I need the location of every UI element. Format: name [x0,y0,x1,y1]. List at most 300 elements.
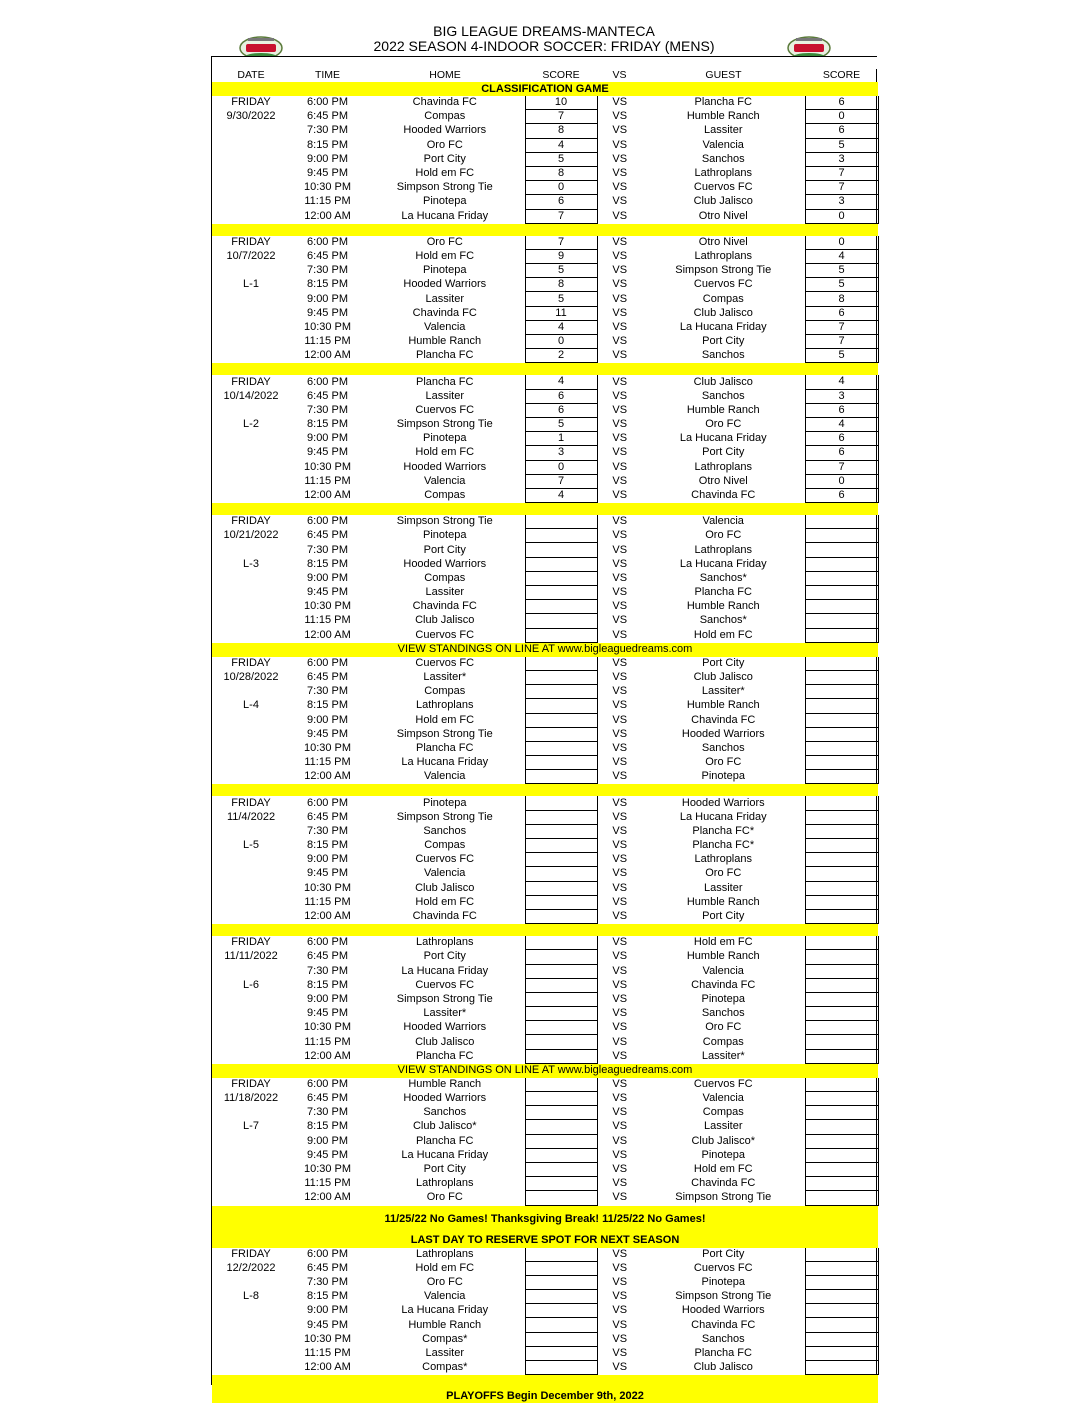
game-time: 6:45 PM [307,529,348,542]
home-score: 5 [525,152,597,166]
home-team: Cuervos FC [415,657,475,670]
guest-score [805,529,878,543]
date-cell [212,909,290,923]
game-time: 12:00 AM [304,770,351,783]
guest-team: Lathroplans [694,853,752,866]
game-time: 9:45 PM [307,167,348,180]
col-home-score: SCORE [542,69,580,81]
date-cell [212,320,290,334]
vs-label: VS [612,936,628,949]
col-date: DATE [237,69,265,81]
game-row [212,978,878,992]
game-row [212,403,878,417]
date-cell [212,1361,290,1375]
vs-label: VS [612,292,628,305]
guest-score: 6 [805,488,878,502]
game-time: 11:15 PM [304,756,351,769]
guest-score: 7 [805,166,878,180]
classification-band [212,82,878,96]
week-label: L-5 [243,839,259,852]
vs-label: VS [612,770,628,783]
home-team: Port City [423,950,466,963]
game-time: 8:15 PM [307,839,348,852]
game-row [212,124,878,138]
home-team: Hold em FC [415,1261,475,1274]
game-time: 6:45 PM [307,810,348,823]
home-team: Compas [424,110,466,123]
home-team: Chavinda FC [412,306,477,319]
guest-score [805,1332,878,1346]
guest-team: Sanchos* [699,571,747,584]
game-time: 9:00 PM [307,1134,348,1147]
guest-team: Plancha FC* [692,824,755,837]
vs-label: VS [612,881,628,894]
guest-team: Sanchos [701,152,745,165]
guest-team: Humble Ranch [686,950,760,963]
date-cell [212,446,290,460]
home-score [525,1106,597,1120]
game-row [212,839,878,853]
guest-team: Lathroplans [694,249,752,262]
game-time: 10:30 PM [303,600,352,613]
guest-score: 7 [805,181,878,195]
guest-team: Oro FC [705,867,742,880]
guest-score [805,1035,878,1049]
guest-score [805,543,878,557]
thanksgiving-band-text: 11/25/22 No Games! Thanksgiving Break! 11/25/22 No Games! [212,1205,878,1234]
date-cell [212,460,290,474]
home-score: 7 [525,209,597,223]
date-cell [212,571,290,585]
game-time: 7:30 PM [307,403,348,416]
home-score: 7 [525,110,597,124]
game-row [212,209,878,223]
home-team: Valencia [424,474,466,487]
game-time: 11:15 PM [304,195,351,208]
date-cell [212,335,290,349]
game-row [212,1261,878,1275]
date-cell [212,181,290,195]
guest-team: Sanchos [701,389,745,402]
game-row [212,181,878,195]
guest-score: 5 [805,278,878,292]
home-score: 6 [525,195,597,209]
home-score: 3 [525,446,597,460]
home-score [525,895,597,909]
home-score [525,1035,597,1049]
standings-band [212,1063,878,1078]
date-cell [212,1007,290,1021]
date-cell [212,1304,290,1318]
game-row [212,557,878,571]
guest-team: La Hucana Friday [679,810,767,823]
date-cell [212,1106,290,1120]
guest-score [805,1092,878,1106]
game-row [212,1346,878,1360]
guest-score: 7 [805,335,878,349]
game-time: 10:30 PM [303,320,352,333]
home-score [525,978,597,992]
home-score [525,543,597,557]
game-time: 9:00 PM [307,992,348,1005]
vs-label: VS [612,1078,628,1091]
guest-team: Compas [702,1035,744,1048]
date-cell [212,1191,290,1205]
vs-label: VS [612,824,628,837]
home-score [525,1120,597,1134]
week-separator [212,503,878,516]
vs-label: VS [612,96,628,109]
game-time: 7:30 PM [307,124,348,137]
guest-score: 4 [805,417,878,431]
guest-score [805,685,878,699]
vs-label: VS [612,756,628,769]
col-vs: VS [612,69,627,81]
home-team: Valencia [424,867,466,880]
home-score: 4 [525,375,597,389]
game-time: 6:45 PM [307,110,348,123]
date-cell [212,824,290,838]
week-date: 10/7/2022 [226,249,276,262]
home-team: Hold em FC [415,713,475,726]
game-row [212,1035,878,1049]
classification-band-text: CLASSIFICATION GAME [212,82,878,96]
week-day: FRIDAY [231,375,271,388]
guest-team: Simpson Strong Tie [675,1191,772,1204]
week-label: L-2 [243,418,259,431]
game-row [212,867,878,881]
guest-team: Port City [702,446,745,459]
home-score [525,1021,597,1035]
home-score: 8 [525,124,597,138]
week-label [212,138,290,152]
vs-label: VS [612,810,628,823]
guest-team: Club Jalisco [693,671,753,684]
guest-team: Port City [702,335,745,348]
guest-score: 6 [805,96,878,110]
guest-score [805,992,878,1006]
home-team: Port City [423,152,466,165]
date-cell [212,1148,290,1162]
vs-label: VS [612,699,628,712]
game-row [212,770,878,784]
home-team: Simpson Strong Tie [396,181,493,194]
vs-label: VS [612,1261,628,1274]
game-row [212,685,878,699]
game-time: 9:45 PM [307,446,348,459]
guest-score [805,950,878,964]
home-score: 4 [525,488,597,502]
home-score: 8 [525,166,597,180]
game-row [212,446,878,460]
home-score [525,950,597,964]
game-row [212,1275,878,1289]
guest-score [805,1191,878,1205]
home-score [525,1261,597,1275]
home-team: Sanchos [423,824,467,837]
game-time: 9:00 PM [307,292,348,305]
home-team: Cuervos FC [415,853,475,866]
vs-label: VS [612,910,628,923]
game-time: 8:15 PM [307,978,348,991]
schedule-sheet [211,56,877,1402]
home-team: Pinotepa [423,796,467,809]
vs-label: VS [612,1148,628,1161]
guest-team: Chavinda FC [691,1177,756,1190]
vs-label: VS [612,1318,628,1331]
game-time: 7:30 PM [307,543,348,556]
game-row [212,964,878,978]
guest-score: 3 [805,389,878,403]
game-time: 7:30 PM [307,264,348,277]
game-time: 10:30 PM [303,741,352,754]
game-row [212,432,878,446]
guest-team: Plancha FC* [692,839,755,852]
guest-team: Lathroplans [694,543,752,556]
guest-team: Otro Nivel [698,209,748,222]
vs-label: VS [612,867,628,880]
guest-score [805,909,878,923]
guest-team: Sanchos [701,741,745,754]
date-cell [212,713,290,727]
home-team: Plancha FC [416,741,474,754]
home-team: Hooded Warriors [403,1092,487,1105]
game-time: 7:30 PM [307,824,348,837]
guest-score [805,1346,878,1360]
guest-score [805,571,878,585]
home-team: Club Jalisco [415,881,475,894]
game-row [212,810,878,824]
game-time: 6:00 PM [307,657,348,670]
guest-team: Club Jalisco [693,1361,753,1374]
guest-score [805,614,878,628]
guest-team: La Hucana Friday [679,557,767,570]
week-day: FRIDAY [231,96,271,109]
home-team: La Hucana Friday [401,1304,489,1317]
guest-score [805,1007,878,1021]
vs-label: VS [612,1346,628,1359]
home-team: Plancha FC [416,375,474,388]
game-row [212,600,878,614]
guest-team: La Hucana Friday [679,320,767,333]
home-score [525,1290,597,1304]
guest-score: 0 [805,209,878,223]
week-day: FRIDAY [231,936,271,949]
game-row [212,460,878,474]
guest-score: 0 [805,474,878,488]
game-row [212,1318,878,1332]
vs-label: VS [612,895,628,908]
game-row [212,1290,878,1304]
game-time: 9:45 PM [307,727,348,740]
home-team: Hold em FC [415,446,475,459]
game-time: 10:30 PM [303,1021,352,1034]
guest-team: Simpson Strong Tie [675,264,772,277]
date-cell [212,992,290,1006]
vs-label: VS [612,1092,628,1105]
thanksgiving-band [212,1205,878,1234]
game-time: 9:45 PM [307,867,348,880]
home-team: Lathroplans [416,1177,474,1190]
game-time: 6:45 PM [307,389,348,402]
guest-team: Cuervos FC [693,1261,753,1274]
vs-label: VS [612,1361,628,1374]
vs-label: VS [612,1134,628,1147]
game-time: 10:30 PM [303,1332,352,1345]
week-date: 12/2/2022 [226,1261,276,1274]
game-row [212,670,878,684]
guest-team: Hooded Warriors [681,796,765,809]
week-day: FRIDAY [231,515,271,528]
guest-team: Chavinda FC [691,978,756,991]
week-label: L-7 [243,1120,259,1133]
vs-label: VS [612,195,628,208]
home-score [525,1332,597,1346]
home-score [525,839,597,853]
guest-team: Lassiter* [701,685,745,698]
home-score [525,1007,597,1021]
guest-team: Pinotepa [701,992,745,1005]
game-time: 9:00 PM [307,713,348,726]
game-time: 6:00 PM [307,515,348,528]
game-time: 6:00 PM [307,1247,348,1260]
home-team: Club Jalisco [415,614,475,627]
game-row [212,657,878,671]
vs-label: VS [612,727,628,740]
guest-score: 6 [805,403,878,417]
date-cell [212,1049,290,1063]
vs-label: VS [612,488,628,501]
home-score [525,992,597,1006]
game-row [212,515,878,529]
date-cell [212,1275,290,1289]
date-cell [212,1346,290,1360]
home-team: Lathroplans [416,936,474,949]
game-row [212,881,878,895]
week-date: 11/18/2022 [223,1092,279,1105]
game-row [212,375,878,389]
guest-score [805,628,878,642]
vs-label: VS [612,1035,628,1048]
game-row [212,1049,878,1063]
game-time: 12:00 AM [304,349,351,362]
guest-team: Otro Nivel [698,474,748,487]
guest-score [805,936,878,950]
home-score [525,853,597,867]
game-row [212,909,878,923]
guest-team: Cuervos FC [693,181,753,194]
vs-label: VS [612,1304,628,1317]
home-score: 7 [525,474,597,488]
home-score [525,936,597,950]
week-day: FRIDAY [231,1247,271,1260]
game-time: 9:00 PM [307,1304,348,1317]
guest-score: 4 [805,375,878,389]
guest-score [805,1275,878,1289]
guest-score [805,586,878,600]
game-row [212,166,878,180]
guest-team: Plancha FC [694,586,752,599]
game-time: 7:30 PM [307,1106,348,1119]
home-team: Port City [423,543,466,556]
vs-label: VS [612,349,628,362]
vs-label: VS [612,950,628,963]
game-time: 10:30 PM [303,181,352,194]
home-score: 5 [525,417,597,431]
season-title: 2022 SEASON 4-INDOOR SOCCER: FRIDAY (MENS) [373,38,715,54]
game-time: 11:15 PM [304,1177,351,1190]
home-score [525,1361,597,1375]
date-cell [212,488,290,502]
date-cell [212,727,290,741]
game-row [212,138,878,152]
home-team: Oro FC [426,1275,463,1288]
home-team: Valencia [424,320,466,333]
game-time: 9:45 PM [307,1318,348,1331]
guest-team: Hold em FC [693,936,753,949]
home-team: Hold em FC [415,167,475,180]
guest-team: Hold em FC [693,1163,753,1176]
home-team: Simpson Strong Tie [396,992,493,1005]
home-team: Humble Ranch [408,1318,482,1331]
home-team: Compas [424,685,466,698]
game-time: 9:00 PM [307,853,348,866]
home-score [525,1148,597,1162]
week-date: 9/30/2022 [226,110,276,123]
date-cell [212,1177,290,1191]
home-team: Lassiter* [423,1007,467,1020]
vs-label: VS [612,586,628,599]
date-cell [212,1318,290,1332]
home-team: Hooded Warriors [403,278,487,291]
guest-score [805,1177,878,1191]
home-team: Lassiter [425,1346,465,1359]
guest-score [805,895,878,909]
guest-team: Port City [702,657,745,670]
home-score [525,881,597,895]
col-home: HOME [429,69,461,81]
guest-score [805,1261,878,1275]
guest-team: Club Jalisco [693,375,753,388]
game-row [212,1134,878,1148]
guest-score: 7 [805,460,878,474]
week-separator [212,223,878,236]
top-separator [212,57,878,69]
date-cell [212,474,290,488]
standings-band [212,642,878,657]
game-time: 6:00 PM [307,936,348,949]
week-separator [212,924,878,937]
home-score [525,1304,597,1318]
guest-score: 3 [805,195,878,209]
week-separator [212,784,878,797]
guest-team: Sanchos [701,1332,745,1345]
guest-team: Cuervos FC [693,278,753,291]
guest-team: Chavinda FC [691,713,756,726]
guest-team: Otro Nivel [698,236,748,249]
vs-label: VS [612,713,628,726]
guest-team: La Hucana Friday [679,432,767,445]
game-row [212,264,878,278]
playoffs-band [212,1389,878,1403]
home-team: Compas [424,571,466,584]
guest-score [805,699,878,713]
home-team: Lathroplans [416,699,474,712]
guest-score: 8 [805,292,878,306]
home-team: Simpson Strong Tie [396,515,493,528]
home-score [525,557,597,571]
week-date: 11/4/2022 [226,810,276,823]
